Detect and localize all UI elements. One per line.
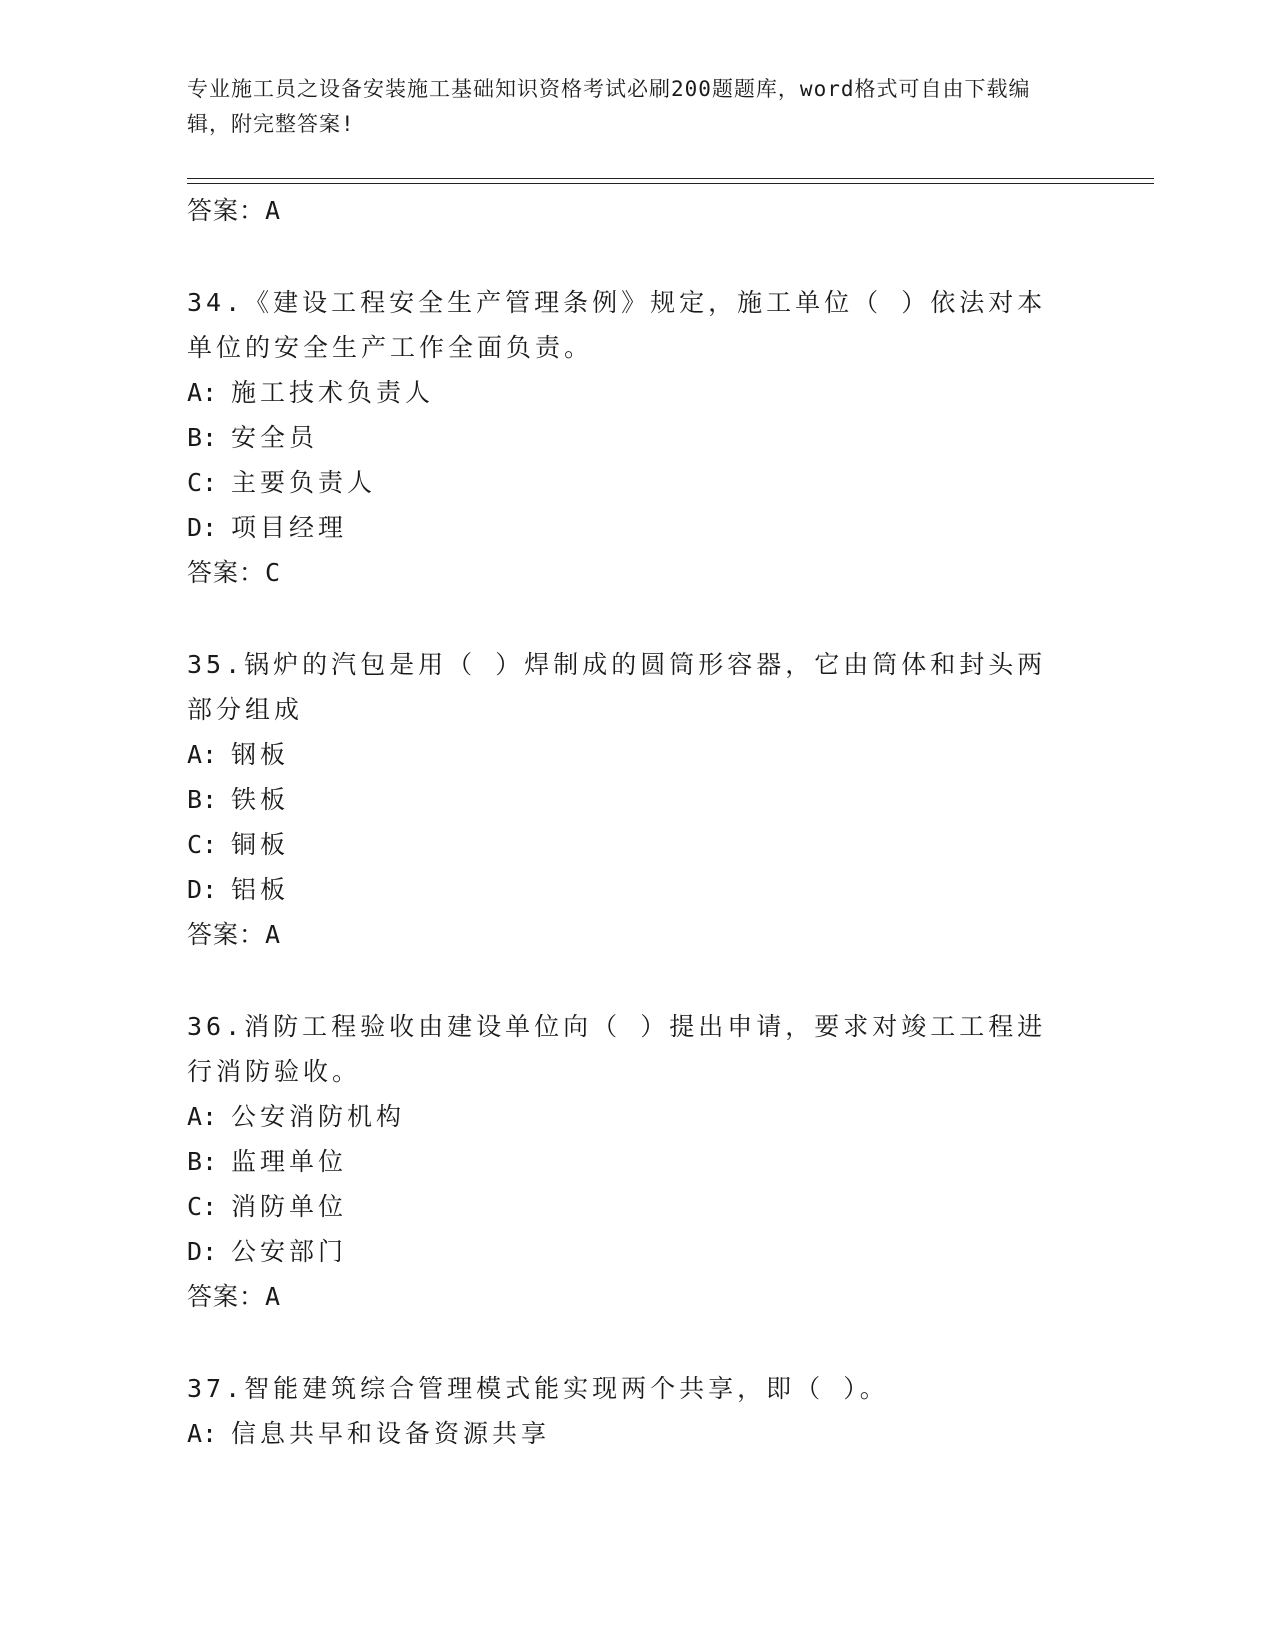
- option-letter: D:: [187, 1237, 218, 1266]
- option-letter: C:: [187, 468, 218, 497]
- option-letter: B:: [187, 423, 218, 452]
- question-answer: 答案：C: [187, 558, 282, 587]
- option-text: 消防单位: [231, 1192, 348, 1221]
- option-letter: A:: [187, 1419, 218, 1448]
- option-letter: D:: [187, 513, 218, 542]
- option-text: 施工技术负责人: [231, 378, 435, 407]
- option-letter: C:: [187, 830, 218, 859]
- question-37: [187, 1366, 1087, 1456]
- option-c: [187, 460, 1087, 505]
- option-letter: A:: [187, 1102, 218, 1131]
- option-text: 公安消防机构: [231, 1102, 406, 1131]
- option-a: [187, 1094, 1087, 1139]
- header-rule-top: [187, 178, 1154, 179]
- option-text: 公安部门: [231, 1237, 348, 1266]
- option-text: 钢板: [231, 740, 290, 769]
- option-text: 监理单位: [231, 1147, 348, 1176]
- question-34: [187, 280, 1087, 596]
- option-text: 铝板: [231, 875, 290, 904]
- previous-answer: 答案：A: [187, 196, 282, 225]
- option-c: [187, 822, 1087, 867]
- option-a: [187, 370, 1087, 415]
- question-answer: 答案：A: [187, 1282, 282, 1311]
- option-d: [187, 867, 1087, 912]
- option-text: 项目经理: [231, 513, 348, 542]
- question-stem: 35.锅炉的汽包是用（ ）焊制成的圆筒形容器，它由筒体和封头两部分组成: [187, 650, 1047, 724]
- option-c: [187, 1184, 1087, 1229]
- option-letter: C:: [187, 1192, 218, 1221]
- question-stem: 34.《建设工程安全生产管理条例》规定，施工单位（ ）依法对本单位的安全生产工作全面负责。: [187, 288, 1047, 362]
- option-text: 主要负责人: [231, 468, 377, 497]
- option-letter: A:: [187, 740, 218, 769]
- option-text: 铜板: [231, 830, 290, 859]
- question-answer: 答案：A: [187, 920, 282, 949]
- header-rule-bottom: [187, 183, 1154, 184]
- option-text: 安全员: [231, 423, 319, 452]
- option-b: [187, 415, 1087, 460]
- option-b: [187, 777, 1087, 822]
- question-stem: 36.消防工程验收由建设单位向（ ）提出申请，要求对竣工工程进行消防验收。: [187, 1012, 1047, 1086]
- page-header: 专业施工员之设备安装施工基础知识资格考试必刷200题题库，word格式可自由下载编辑，附完整答案!: [187, 77, 1031, 136]
- option-letter: B:: [187, 785, 218, 814]
- option-a: [187, 1411, 1087, 1456]
- option-text: 铁板: [231, 785, 290, 814]
- question-35: [187, 642, 1087, 958]
- question-list: [187, 188, 1087, 1456]
- question-36: [187, 1004, 1087, 1320]
- option-text: 信息共早和设备资源共享: [231, 1419, 551, 1448]
- option-letter: D:: [187, 875, 218, 904]
- option-letter: B:: [187, 1147, 218, 1176]
- option-d: [187, 1229, 1087, 1274]
- question-stem: 37.智能建筑综合管理模式能实现两个共享，即（ ）。: [187, 1374, 889, 1403]
- option-a: [187, 732, 1087, 777]
- option-b: [187, 1139, 1087, 1184]
- option-d: [187, 505, 1087, 550]
- option-letter: A:: [187, 378, 218, 407]
